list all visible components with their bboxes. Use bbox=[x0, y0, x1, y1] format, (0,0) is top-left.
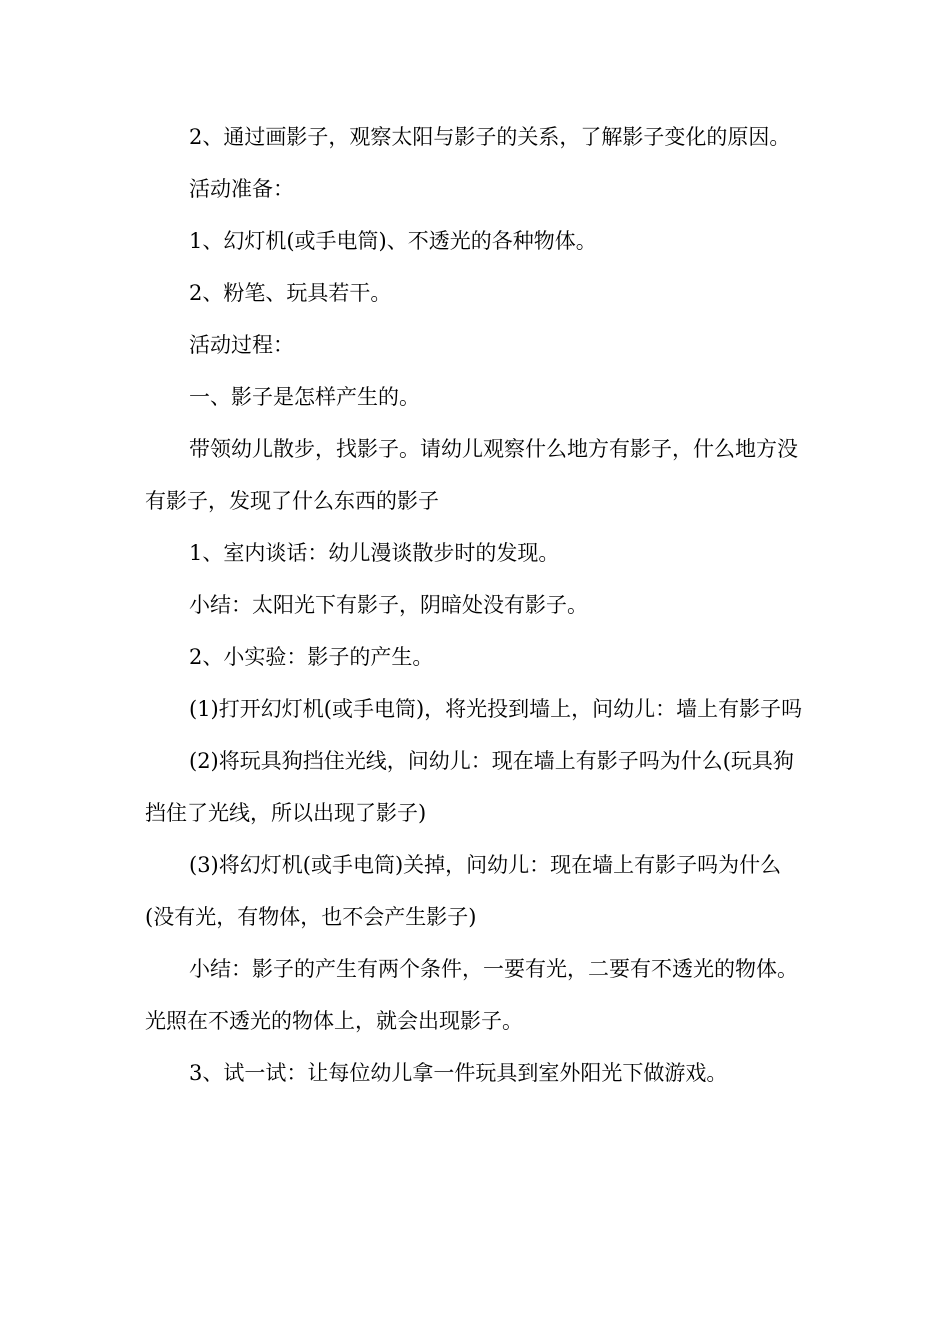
paragraph-try-it: 3、试一试：让每位幼儿拿一件玩具到室外阳光下做游戏。 bbox=[189, 1061, 728, 1085]
paragraph-goal-2: 2、通过画影子，观察太阳与影子的关系，了解影子变化的原因。 bbox=[189, 125, 791, 149]
paragraph-summary-2: 小结：影子的产生有两个条件，一要有光，二要有不透光的物体。光照在不透光的物体上，就会出现影子。 bbox=[145, 957, 798, 1033]
paragraph-preparation-1: 1、幻灯机(或手电筒)、不透光的各种物体。 bbox=[189, 229, 597, 253]
paragraph-experiment-step-3: (3)将幻灯机(或手电筒)关掉，问幼儿：现在墙上有影子吗为什么(没有光，有物体，也不会产生影子) bbox=[145, 853, 782, 929]
heading-activity-process: 活动过程： bbox=[189, 333, 294, 357]
heading-activity-preparation: 活动准备： bbox=[189, 177, 294, 201]
paragraph-experiment-step-1: (1)打开幻灯机(或手电筒)，将光投到墙上，问幼儿：墙上有影子吗 bbox=[189, 697, 803, 721]
paragraph-small-experiment: 2、小实验：影子的产生。 bbox=[189, 645, 434, 669]
section-heading-1: 一、影子是怎样产生的。 bbox=[189, 385, 420, 409]
paragraph-summary-1: 小结：太阳光下有影子，阴暗处没有影子。 bbox=[189, 593, 588, 617]
paragraph-preparation-2: 2、粉笔、玩具若干。 bbox=[189, 281, 392, 305]
paragraph-experiment-step-2: (2)将玩具狗挡住光线，问幼儿：现在墙上有影子吗为什么(玩具狗挡住了光线，所以出现了影子) bbox=[145, 749, 794, 825]
paragraph-indoor-talk: 1、室内谈话：幼儿漫谈散步时的发现。 bbox=[189, 541, 560, 565]
document-body bbox=[145, 111, 810, 1099]
paragraph-walk-find-shadows: 带领幼儿散步，找影子。请幼儿观察什么地方有影子，什么地方没有影子，发现了什么东西的影子 bbox=[145, 437, 798, 513]
